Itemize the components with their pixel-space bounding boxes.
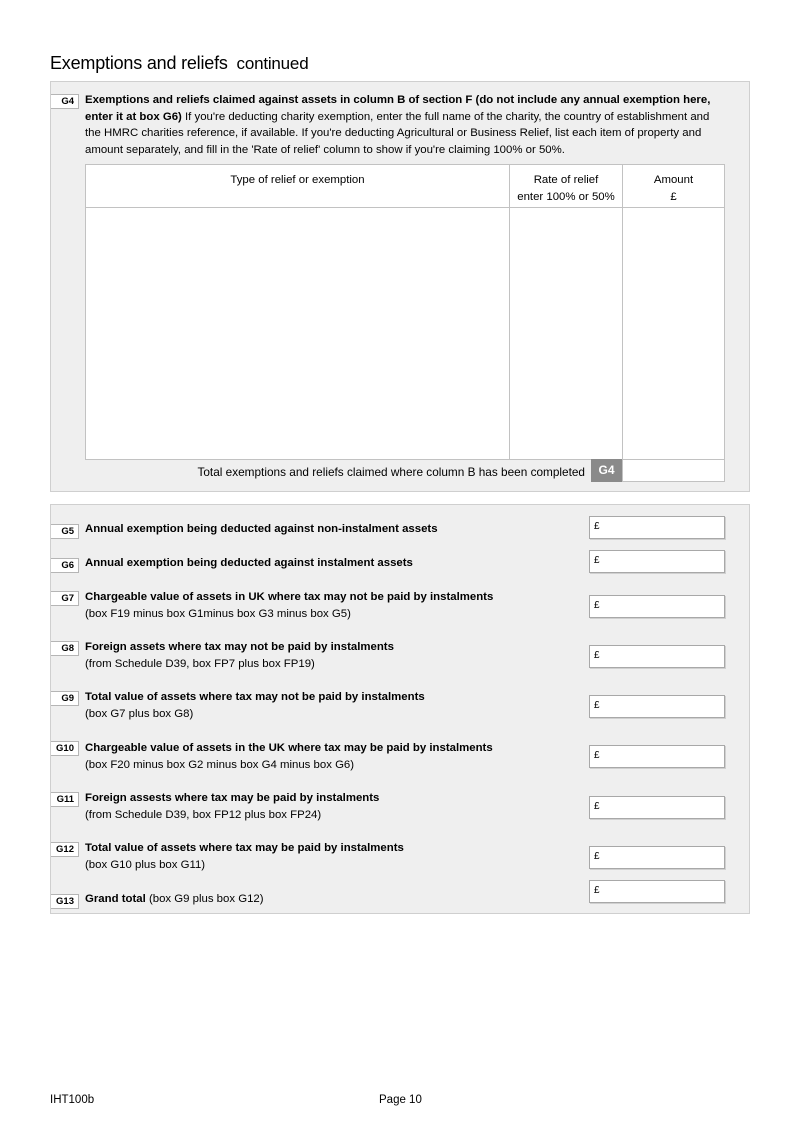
page-title-text: Exemptions and reliefs <box>50 53 228 73</box>
g7-pound-sign: £ <box>594 600 600 611</box>
amount-column-header <box>623 165 724 208</box>
g11-note: (from Schedule D39, box FP12 plus box FP24) <box>85 808 322 821</box>
g8-title: Foreign assets where tax may not be paid by instalments <box>85 641 394 653</box>
g9-label <box>85 689 425 722</box>
g11-box-label: G11 <box>51 792 79 807</box>
rate-header-line1: Rate of relief <box>533 174 599 186</box>
rate-header-line2: enter 100% or 50% <box>517 190 615 203</box>
g5-label <box>85 521 438 538</box>
rate-column[interactable] <box>510 165 623 459</box>
g9-title: Total value of assets where tax may not be paid by instalments <box>85 691 425 703</box>
g13-pound-sign: £ <box>594 885 600 896</box>
type-column-header: Type of relief or exemption <box>86 165 509 208</box>
g5-pound-sign: £ <box>594 521 600 532</box>
g10-amount-input[interactable] <box>589 745 725 768</box>
g12-pound-sign: £ <box>594 851 600 862</box>
g7-box-label: G7 <box>51 591 79 606</box>
g6-title: Annual exemption being deducted against instalment assets <box>85 557 413 569</box>
g13-amount-input[interactable] <box>589 880 725 903</box>
page-title-suffix: continued <box>236 54 309 73</box>
g10-label <box>85 740 493 773</box>
g8-pound-sign: £ <box>594 650 600 661</box>
form-id: IHT100b <box>50 1094 95 1106</box>
g9-box-label: G9 <box>51 691 79 706</box>
g9-amount-input[interactable] <box>589 695 725 718</box>
g13-label <box>85 891 264 908</box>
g4-section <box>50 81 750 492</box>
page-title <box>50 53 308 74</box>
g8-amount-input[interactable] <box>589 645 725 668</box>
g13-box-label: G13 <box>51 894 79 909</box>
g10-box-label: G10 <box>51 741 79 756</box>
g4-total-label: Total exemptions and reliefs claimed where column B has been completed <box>197 465 585 479</box>
g10-note: (box F20 minus box G2 minus box G4 minus box G6) <box>85 758 355 771</box>
g12-amount-input[interactable] <box>589 846 725 869</box>
g7-title: Chargeable value of assets in UK where tax may not be paid by instalments <box>85 591 494 603</box>
g12-label <box>85 840 404 873</box>
g12-title: Total value of assets where tax may be paid by instalments <box>85 842 404 854</box>
g11-label <box>85 790 379 823</box>
g4-description <box>85 92 725 158</box>
g11-pound-sign: £ <box>594 801 600 812</box>
g7-note: (box F19 minus box G1minus box G3 minus box G5) <box>85 607 351 620</box>
rate-column-header <box>510 165 622 208</box>
g12-note: (box G10 plus box G11) <box>85 858 206 871</box>
g8-label <box>85 639 394 672</box>
g12-box-label: G12 <box>51 842 79 857</box>
g9-pound-sign: £ <box>594 700 600 711</box>
g6-amount-input[interactable] <box>589 550 725 573</box>
g4-box-label: G4 <box>51 94 79 109</box>
g6-label <box>85 555 413 572</box>
g10-title: Chargeable value of assets in the UK where tax may be paid by instalments <box>85 742 493 754</box>
amount-header-line2: £ <box>670 190 677 203</box>
g13-note: (box G9 plus box G12) <box>148 893 264 905</box>
g4-total-input[interactable] <box>622 459 725 482</box>
g6-box-label: G6 <box>51 558 79 573</box>
g5-title: Annual exemption being deducted against non-instalment assets <box>85 523 438 535</box>
g6-pound-sign: £ <box>594 555 600 566</box>
g7-amount-input[interactable] <box>589 595 725 618</box>
g4-total-tag: G4 <box>591 459 622 482</box>
g8-box-label: G8 <box>51 641 79 656</box>
g5-g13-section <box>50 504 750 914</box>
g4-heading: Exemptions and reliefs claimed against assets in column B of section F (do not include any annual exemption here, enter it at box G6) <box>85 94 711 123</box>
g10-pound-sign: £ <box>594 750 600 761</box>
g7-label <box>85 589 493 622</box>
g5-amount-input[interactable] <box>589 516 725 539</box>
amount-header-line1: Amount <box>653 174 694 186</box>
amount-column[interactable] <box>623 165 724 459</box>
g4-total-row <box>85 459 725 482</box>
g11-amount-input[interactable] <box>589 796 725 819</box>
g13-title: Grand total <box>85 893 146 905</box>
page-number: Page 10 <box>379 1094 422 1106</box>
g9-note: (box G7 plus box G8) <box>85 707 194 720</box>
reliefs-table <box>85 164 725 460</box>
g5-box-label: G5 <box>51 524 79 539</box>
g8-note: (from Schedule D39, box FP7 plus box FP19) <box>85 657 315 670</box>
g4-instructions: If you're deducting charity exemption, enter the full name of the charity, the country of establishment and the HMRC charities reference, if available. If you're deducting Agricultural or Business Relief, list each item of property and amount separately, and fill in the 'Rate of relief' column to show if you're claiming 100% or 50%. <box>85 110 710 156</box>
type-column[interactable] <box>86 165 510 459</box>
g11-title: Foreign assests where tax may be paid by instalments <box>85 792 380 804</box>
